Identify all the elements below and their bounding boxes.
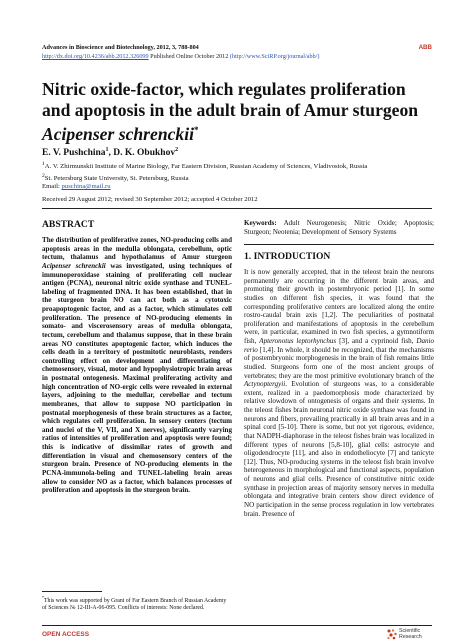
publisher-logo-icon — [386, 628, 398, 640]
journal-url-link[interactable]: (http://www.SciRP.org/journal/abb/) — [229, 53, 320, 60]
email-link[interactable]: puschina@mail.ru — [61, 183, 111, 191]
affiliation-1-text: A. V. Zhirmunskii Institute of Marine Biology, Far Eastern Division, Russian Academy of Sciences, Vladivostok, Russia — [44, 163, 368, 171]
title-footnote-mark: * — [194, 125, 199, 135]
intro-part-3: [1,4]. In whole, it should be recognized, that the mechanisms of postembryonic morphogenesis in the brain of fish remains little studied. Sturgeons form one of the most ancient groups of vertebrates; they are the most primitive evolutionary branch of the — [244, 345, 434, 380]
title-text: Nitric oxide-factor, which regulates proliferation and apoptosis in the adult brain of Amur sturgeon — [42, 79, 419, 120]
abstract-column — [42, 215, 232, 495]
publisher-name — [399, 628, 422, 640]
journal-doi-line — [42, 53, 319, 61]
keywords — [244, 219, 434, 236]
paper-title — [42, 79, 437, 144]
email-line — [42, 183, 442, 191]
author-separator: , — [108, 148, 114, 159]
abstract-part-2: was investigated, using techniques of immunoperoxidase staining of proliferating cell nuclear antigen (PCNA), neuronal nitric oxide synthase and TUNEL-labeling of fragmented DNA. It has been established, that in the sturgeon brain NO can act both as a cytotoxic proapoptogenic factor, and as a factor, which stimulates cell proliferation. The presence of NO-producing elements in somato- and viscerosensory areas of medulla oblongata, tectum, cerebellum and thalamus suppose, that in these brain areas NO constitutes apoptogenic factor, which induces the cells death in a territory of postmitotic neuroblasts, renders controlling effect on development and differentiating of chemosensory, visual, motor and hypophysiotropic brain areas in postnatal ontogenesis. Maximal proliferating activity and high concentration of NO-ergic cells were revealed in external layers, adjoining to the medullar, cerebellar and tectum membranes, that allow to suppose NO participation in postnatal morphogenesis of these brain structures as a factor, which regulates cell proliferation. In sensory centers (tectum and nuclei of the V, VII, and X nerves), significantly varying ratios of intensities of proliferation and apoptosis were found; this is indicative of dissimilar rates of growth and differentiation in visual and chemosensory centers of the sturgeon brain. Presence of NO-producing elements in the PCNA-immunola-beling and TUNEL-labeling brain areas allow to consider NO as a factor, which balances processes of proliferation and apoptosis in the sturgeon brain. — [42, 261, 232, 495]
open-access-label: OPEN ACCESS — [42, 631, 90, 638]
funding-footnote — [42, 594, 232, 612]
introduction-text — [244, 268, 434, 518]
affiliations — [42, 160, 442, 192]
author-list — [42, 147, 178, 158]
author-1-affil: 1 — [105, 147, 109, 153]
affiliation-2-mark: 2 — [42, 172, 45, 179]
keywords-column — [244, 215, 434, 236]
publisher-line-1: Scientific — [399, 628, 421, 634]
journal-abbreviation: ABB — [418, 44, 432, 51]
email-label: Email: — [42, 183, 62, 191]
journal-citation: Advances in Bioscience and Biotechnology, 2012, 3, 788-804 — [42, 44, 199, 51]
keywords-divider — [244, 244, 434, 245]
affiliation-2 — [42, 172, 442, 184]
journal-header — [42, 44, 432, 52]
author-2-affil: 2 — [175, 147, 179, 153]
intro-species-1: Apteronotus leptorhynchus — [259, 337, 337, 345]
affiliation-1 — [42, 160, 442, 172]
footer-divider — [42, 625, 432, 626]
intro-part-2: [3], and a cyprinoid fish, — [336, 337, 417, 345]
received-dates: Received 29 August 2012; revised 30 September 2012; accepted 4 October 2012 — [42, 196, 258, 203]
keywords-text: Adult Neurogenesis; Nitric Oxide; Apoptosis; Sturgeon; Neotenia; Development of Sensory Systems — [244, 219, 434, 236]
abstract-heading: ABSTRACT — [42, 219, 95, 230]
abstract-text — [42, 236, 232, 495]
title-species: Acipenser schrenckii — [42, 123, 194, 144]
intro-part-1: It is now generally accepted, that in the teleost brain the neurons permanently are occurring in the different brain areas, and promoting their growth in postembryonic period [1]. In some studies on different fish species, it was found that the corresponding proliferative centers are localized along the entire rostro-caudal brain axis [1,2]. The peculiarities of postnatal proliferation and manifestations of apoptosis in the cerebellum were, in particular, examined in two fish species, a gymnotiform fish, — [244, 268, 434, 345]
header-divider — [42, 208, 432, 209]
footnote-text: This work was supported by Grant of Far Eastern Branch of Russian Academy of Sciences № 12-III-A-06-095. Conflicts of interests: None declared. — [42, 597, 227, 612]
intro-species-2: Danio rerio — [244, 337, 434, 354]
publisher-logo — [386, 626, 434, 642]
footnote-mark: * — [42, 595, 44, 600]
doi-link[interactable]: http://dx.doi.org/10.4236/abb.2012.326099 — [42, 53, 149, 60]
intro-taxon: Actynoptergyii — [244, 380, 286, 389]
publisher-line-2: Research — [399, 634, 422, 640]
affiliation-1-mark: 1 — [42, 161, 45, 167]
abstract-part-1: The distribution of proliferative zones, NO-producing cells and apoptosis areas in the medulla oblongata, cerebellum, optic tectum, thalamus and hypothalamus of Amur sturgeon — [42, 236, 232, 262]
author-2: D. K. Obukhov — [113, 148, 176, 159]
intro-part-4: . Evolution of sturgeons was, to a considerable extent, realized in a paedomorphosis mode characterized by relative slowdown of ontogenesis of organs and their systems. In the teleost fishes brain neuronal nitric oxide synthase was found in neurons and fibers, prevailing practically in all brain areas and in a spinal cord [5-10]. There is some, but not yet rigorous, evidence, that NADPH-diaphorase in the teleost fishes brain was localized in different types of neurons [5,8-10], glial cells: astrocyte and oligodendrocyte [11], and also in endotheliocyte [7] and tanicyte [12]. Thus, NO-producing systems in the teleost fish brain involve heterogeneous in morphological and functional aspects, population of neurons and glial cells. Presence of constitutive nitric oxide synthase in projection areas of majority sensory nerves in medulla oblongata and integrative brain centers show direct evidence of NO participation in the sense process regulation in low vertebrates brain. Presence of — [244, 380, 434, 518]
introduction-heading: 1. INTRODUCTION — [244, 251, 331, 262]
abstract-species: Acipenser schrenckii — [42, 261, 106, 270]
affiliation-2-text: St. Petersburg State University, St. Petersburg, Russia — [44, 174, 189, 182]
footnote-divider — [42, 591, 102, 592]
author-1: E. V. Pushchina — [42, 148, 106, 159]
keywords-label: Keywords: — [244, 219, 277, 227]
publication-date: Published Online October 2012 — [150, 53, 229, 60]
